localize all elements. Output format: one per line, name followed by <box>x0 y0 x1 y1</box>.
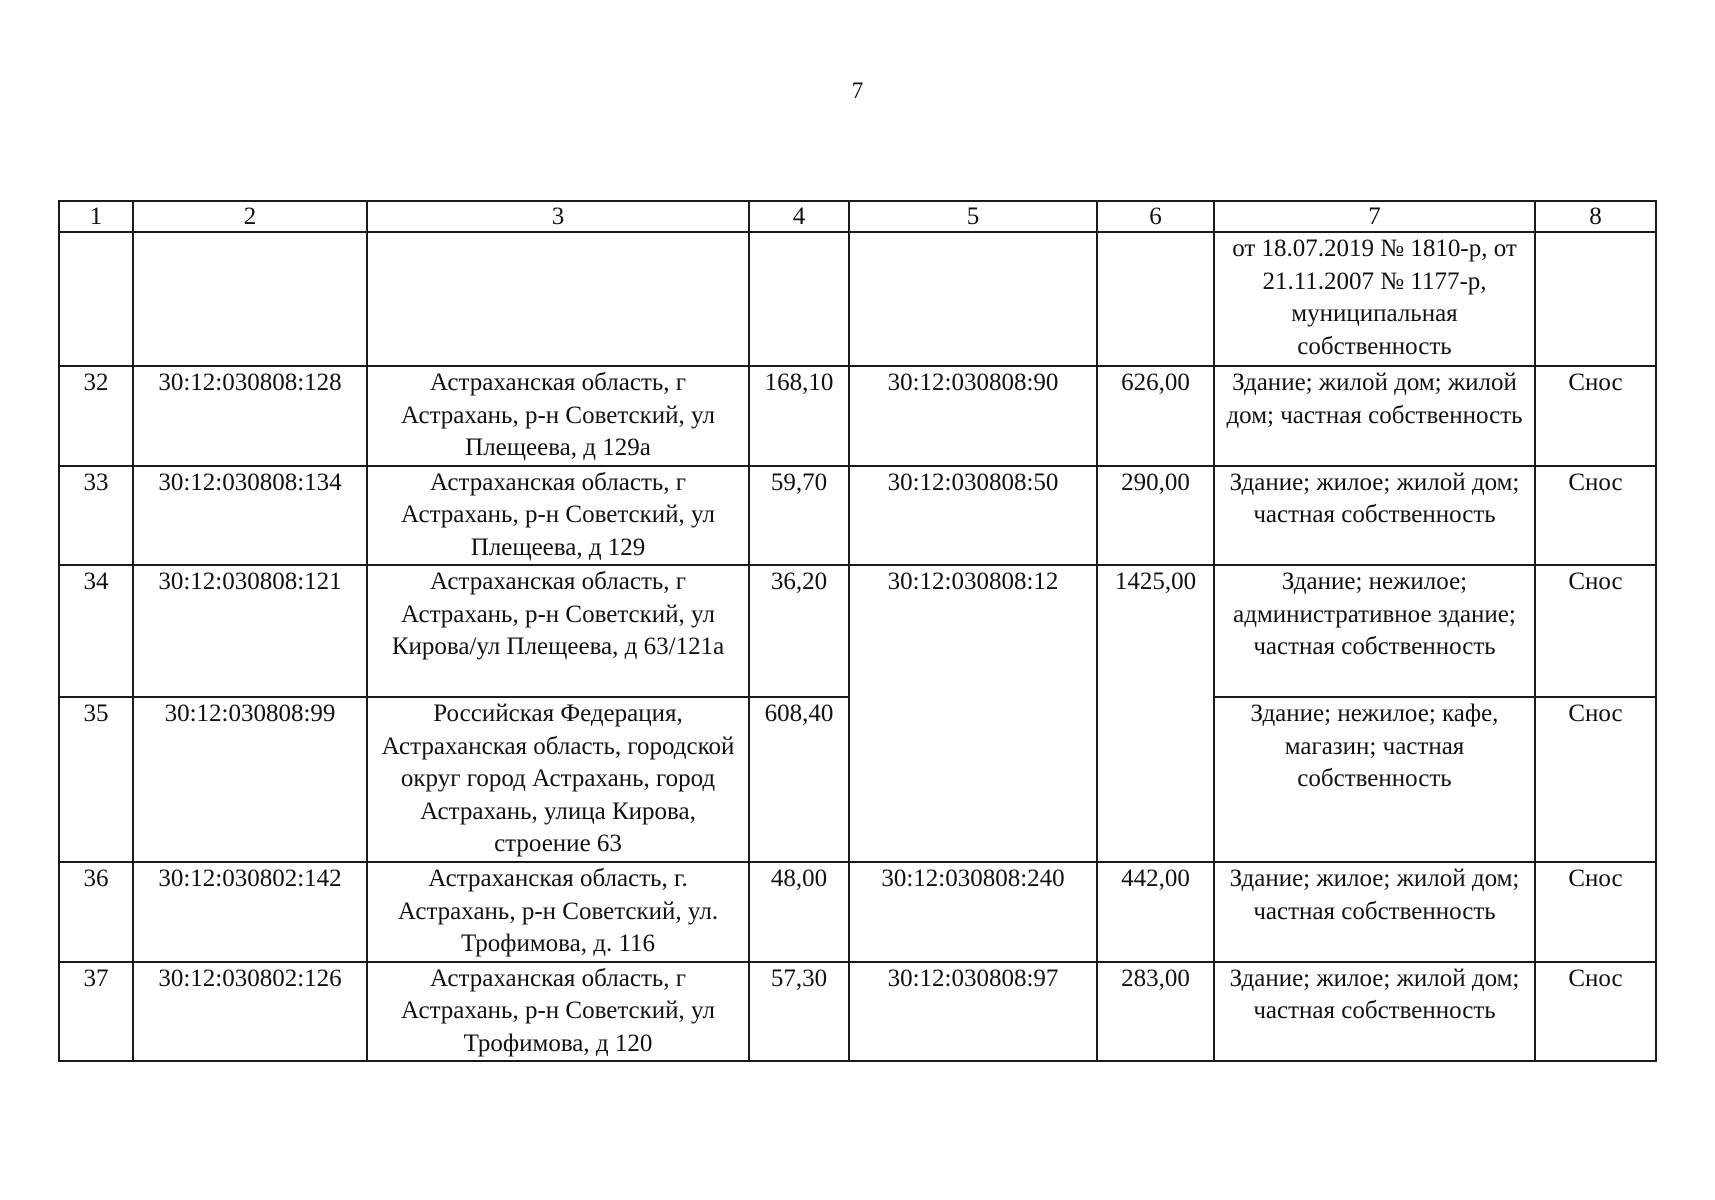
land-area: 283,00 <box>1097 962 1214 1062</box>
header-col-2: 2 <box>133 201 367 232</box>
land-cadastral-number: 30:12:030808:50 <box>849 466 1097 566</box>
address: Астраханская область, г Астрахань, р-н Советский, ул Плещеева, д 129 <box>367 466 749 566</box>
address: Астраханская область, г. Астрахань, р-н Советский, ул. Трофимова, д. 116 <box>367 862 749 962</box>
continuation-row <box>59 232 1656 366</box>
description: Здание; жилое; жилой дом; частная собственность <box>1214 862 1535 962</box>
cadastral-number: 30:12:030802:142 <box>133 862 367 962</box>
cell-empty <box>133 232 367 366</box>
area: 48,00 <box>749 862 849 962</box>
header-col-3: 3 <box>367 201 749 232</box>
cadastral-number: 30:12:030808:121 <box>133 565 367 697</box>
address: Астраханская область, г Астрахань, р-н Советский, ул Кирова/ул Плещеева, д 63/121а <box>367 565 749 697</box>
cell-empty <box>1535 232 1656 366</box>
action: Снос <box>1535 466 1656 566</box>
action: Снос <box>1535 962 1656 1062</box>
description: Здание; жилой дом; жилой дом; частная собственность <box>1214 366 1535 466</box>
header-col-1: 1 <box>59 201 133 232</box>
table-row <box>59 565 1656 697</box>
cadastral-number: 30:12:030802:126 <box>133 962 367 1062</box>
address: Российская Федерация, Астраханская область, городской округ город Астрахань, город Астрахань, улица Кирова, строение 63 <box>367 697 749 862</box>
land-cadastral-number: 30:12:030808:240 <box>849 862 1097 962</box>
area: 608,40 <box>749 697 849 862</box>
description: Здание; нежилое; административное здание; частная собственность <box>1214 565 1535 697</box>
continuation-description: от 18.07.2019 № 1810-р, от 21.11.2007 № 1177-р, муниципальная собственность <box>1214 232 1535 366</box>
cell-empty <box>1097 232 1214 366</box>
cadastral-number: 30:12:030808:99 <box>133 697 367 862</box>
row-number: 35 <box>59 697 133 862</box>
land-cadastral-number: 30:12:030808:12 <box>849 565 1097 862</box>
action: Снос <box>1535 366 1656 466</box>
land-cadastral-number: 30:12:030808:97 <box>849 962 1097 1062</box>
land-area: 1425,00 <box>1097 565 1214 862</box>
area: 57,30 <box>749 962 849 1062</box>
page-number: 7 <box>851 78 864 103</box>
cadastral-number: 30:12:030808:128 <box>133 366 367 466</box>
cell-empty <box>367 232 749 366</box>
property-register-table <box>58 200 1657 1062</box>
table-row <box>59 366 1656 466</box>
land-cadastral-number: 30:12:030808:90 <box>849 366 1097 466</box>
row-number: 33 <box>59 466 133 566</box>
description: Здание; жилое; жилой дом; частная собственность <box>1214 466 1535 566</box>
table-row <box>59 962 1656 1062</box>
table-row <box>59 862 1656 962</box>
description: Здание; жилое; жилой дом; частная собственность <box>1214 962 1535 1062</box>
area: 36,20 <box>749 565 849 697</box>
cell-empty <box>59 232 133 366</box>
cadastral-number: 30:12:030808:134 <box>133 466 367 566</box>
address: Астраханская область, г Астрахань, р-н Советский, ул Трофимова, д 120 <box>367 962 749 1062</box>
cell-empty <box>849 232 1097 366</box>
cell-empty <box>749 232 849 366</box>
table-row <box>59 466 1656 566</box>
row-number: 34 <box>59 565 133 697</box>
row-number: 36 <box>59 862 133 962</box>
header-col-8: 8 <box>1535 201 1656 232</box>
header-col-5: 5 <box>849 201 1097 232</box>
action: Снос <box>1535 565 1656 697</box>
land-area: 626,00 <box>1097 366 1214 466</box>
action: Снос <box>1535 697 1656 862</box>
action: Снос <box>1535 862 1656 962</box>
header-col-4: 4 <box>749 201 849 232</box>
row-number: 37 <box>59 962 133 1062</box>
area: 168,10 <box>749 366 849 466</box>
land-area: 290,00 <box>1097 466 1214 566</box>
land-area: 442,00 <box>1097 862 1214 962</box>
row-number: 32 <box>59 366 133 466</box>
header-col-6: 6 <box>1097 201 1214 232</box>
area: 59,70 <box>749 466 849 566</box>
table-header <box>59 201 1656 232</box>
header-row <box>59 201 1656 232</box>
header-col-7: 7 <box>1214 201 1535 232</box>
table-body <box>59 232 1656 1061</box>
address: Астраханская область, г Астрахань, р-н Советский, ул Плещеева, д 129а <box>367 366 749 466</box>
description: Здание; нежилое; кафе, магазин; частная собственность <box>1214 697 1535 862</box>
